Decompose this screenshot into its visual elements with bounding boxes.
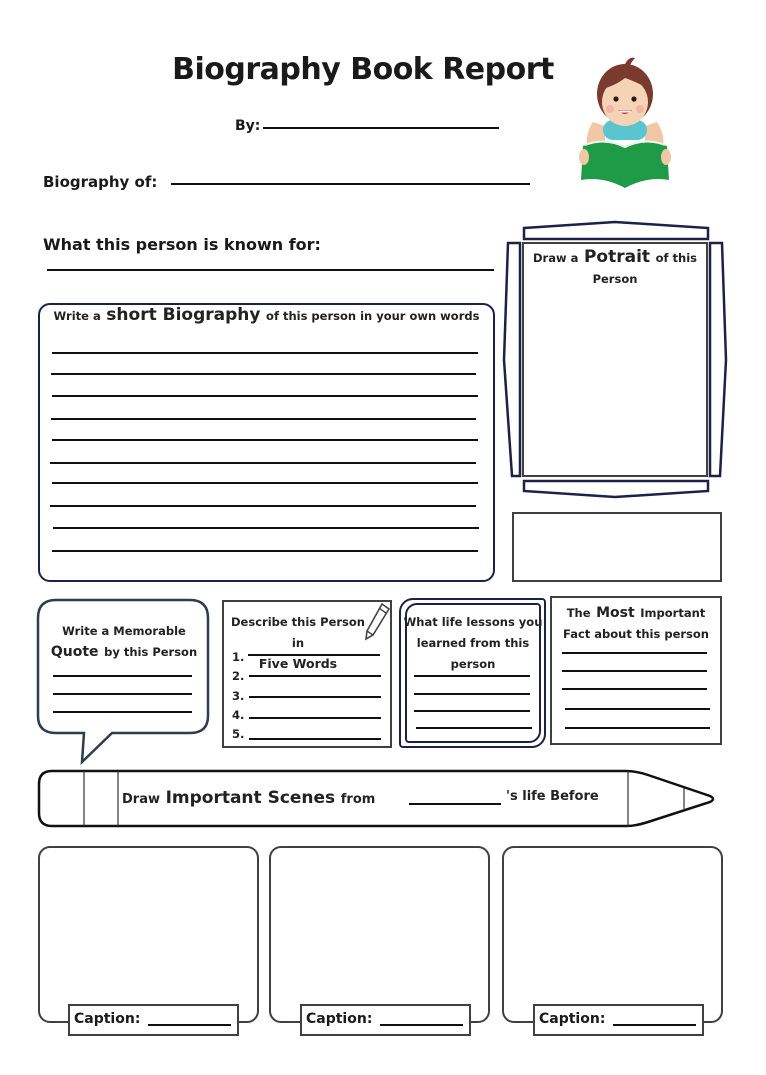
heading-line2: Fact about this person xyxy=(563,627,709,641)
portrait-name-box[interactable] xyxy=(512,512,722,582)
quote-writing-line[interactable] xyxy=(53,711,192,713)
caption-label: Caption: xyxy=(74,1011,141,1027)
heading-emphasis: Potrait xyxy=(583,247,651,267)
heading-suffix: Important xyxy=(640,606,706,620)
five-words-heading xyxy=(224,611,372,673)
scene-caption-2 xyxy=(300,1004,471,1036)
by-input-line[interactable] xyxy=(263,127,499,129)
page-title: Biography Book Report xyxy=(172,52,554,87)
heading-line2: Person xyxy=(592,272,638,286)
heading-suffix: by this Person xyxy=(104,645,198,659)
heading-emphasis: Quote xyxy=(50,644,99,660)
scene-panel-2[interactable] xyxy=(269,846,490,1023)
heading-line2: Five Words xyxy=(258,656,338,671)
heading-suffix: of this person in your own words xyxy=(266,309,480,323)
biography-writing-line[interactable] xyxy=(50,462,476,464)
known-for-label: What this person is known for: xyxy=(43,235,321,254)
important-fact-line[interactable] xyxy=(562,652,707,654)
five-words-line-2[interactable] xyxy=(249,675,381,677)
heading-line3: person xyxy=(450,657,496,671)
short-biography-box xyxy=(38,303,495,582)
biography-writing-line[interactable] xyxy=(52,482,478,484)
heading-emphasis: short Biography xyxy=(106,305,261,325)
item-number: 5. xyxy=(232,727,245,741)
scene-panel-1[interactable] xyxy=(38,846,259,1023)
life-lessons-heading xyxy=(403,611,543,674)
heading-prefix: Draw xyxy=(122,792,160,807)
biography-writing-line[interactable] xyxy=(50,505,476,507)
pencil-icon xyxy=(364,602,392,642)
important-fact-line[interactable] xyxy=(562,670,707,672)
five-words-line-3[interactable] xyxy=(249,696,381,698)
quote-heading xyxy=(38,620,210,662)
caption-input-line[interactable] xyxy=(380,1024,463,1026)
biography-of-label: Biography of: xyxy=(43,173,158,191)
heading-emphasis: Most xyxy=(596,605,635,621)
item-number: 4. xyxy=(232,708,245,722)
portrait-heading xyxy=(524,247,706,289)
important-fact-line[interactable] xyxy=(562,688,707,690)
item-number: 3. xyxy=(232,689,245,703)
five-words-box xyxy=(222,600,392,748)
five-words-line-5[interactable] xyxy=(249,738,381,740)
biography-writing-line[interactable] xyxy=(52,439,478,441)
life-lessons-line[interactable] xyxy=(414,710,530,712)
important-fact-box xyxy=(550,596,722,745)
heading-suffix: of this xyxy=(655,251,697,265)
biography-of-input-line[interactable] xyxy=(171,183,530,185)
heading-line1: What life lessons you xyxy=(403,615,543,629)
life-lessons-line[interactable] xyxy=(414,675,530,677)
scenes-banner-heading xyxy=(122,788,375,808)
caption-label: Caption: xyxy=(539,1011,606,1027)
important-fact-line[interactable] xyxy=(565,708,710,710)
person-name-input-line[interactable] xyxy=(409,803,501,805)
biography-writing-line[interactable] xyxy=(52,352,478,354)
biography-writing-line[interactable] xyxy=(52,395,478,397)
heading-prefix: The xyxy=(566,606,591,620)
heading-line1: Describe this Person in xyxy=(231,615,365,650)
scenes-banner-after-blank: 's life Before xyxy=(506,789,599,804)
quote-writing-line[interactable] xyxy=(53,675,192,677)
five-words-line-4[interactable] xyxy=(249,717,381,719)
boy-reading-book-icon xyxy=(575,52,675,192)
item-number: 1. xyxy=(232,650,245,664)
important-fact-line[interactable] xyxy=(565,727,710,729)
important-fact-heading xyxy=(552,602,720,644)
portrait-drawing-area[interactable] xyxy=(522,242,708,477)
known-for-input-line[interactable] xyxy=(47,269,494,271)
caption-label: Caption: xyxy=(306,1011,373,1027)
biography-writing-line[interactable] xyxy=(51,373,476,375)
by-label: By: xyxy=(235,118,261,134)
short-biography-heading xyxy=(40,305,493,325)
life-lessons-line[interactable] xyxy=(416,727,532,729)
caption-input-line[interactable] xyxy=(148,1024,231,1026)
heading-prefix: Write a xyxy=(53,309,101,323)
biography-writing-line[interactable] xyxy=(51,418,476,420)
heading-suffix: from xyxy=(340,792,376,807)
heading-prefix: Draw a xyxy=(533,251,579,265)
caption-input-line[interactable] xyxy=(613,1024,696,1026)
life-lessons-box xyxy=(405,603,541,743)
heading-line1: Write a Memorable xyxy=(62,624,186,638)
quote-writing-line[interactable] xyxy=(53,693,192,695)
scene-caption-3 xyxy=(533,1004,704,1036)
five-words-line-1[interactable] xyxy=(248,654,380,656)
scene-caption-1 xyxy=(68,1004,239,1036)
life-lessons-line[interactable] xyxy=(414,693,530,695)
heading-emphasis: Important Scenes xyxy=(165,788,336,808)
heading-line2: learned from this xyxy=(416,636,530,650)
biography-writing-line[interactable] xyxy=(53,527,479,529)
item-number: 2. xyxy=(232,669,245,683)
biography-writing-line[interactable] xyxy=(52,550,478,552)
scene-panel-3[interactable] xyxy=(502,846,723,1023)
